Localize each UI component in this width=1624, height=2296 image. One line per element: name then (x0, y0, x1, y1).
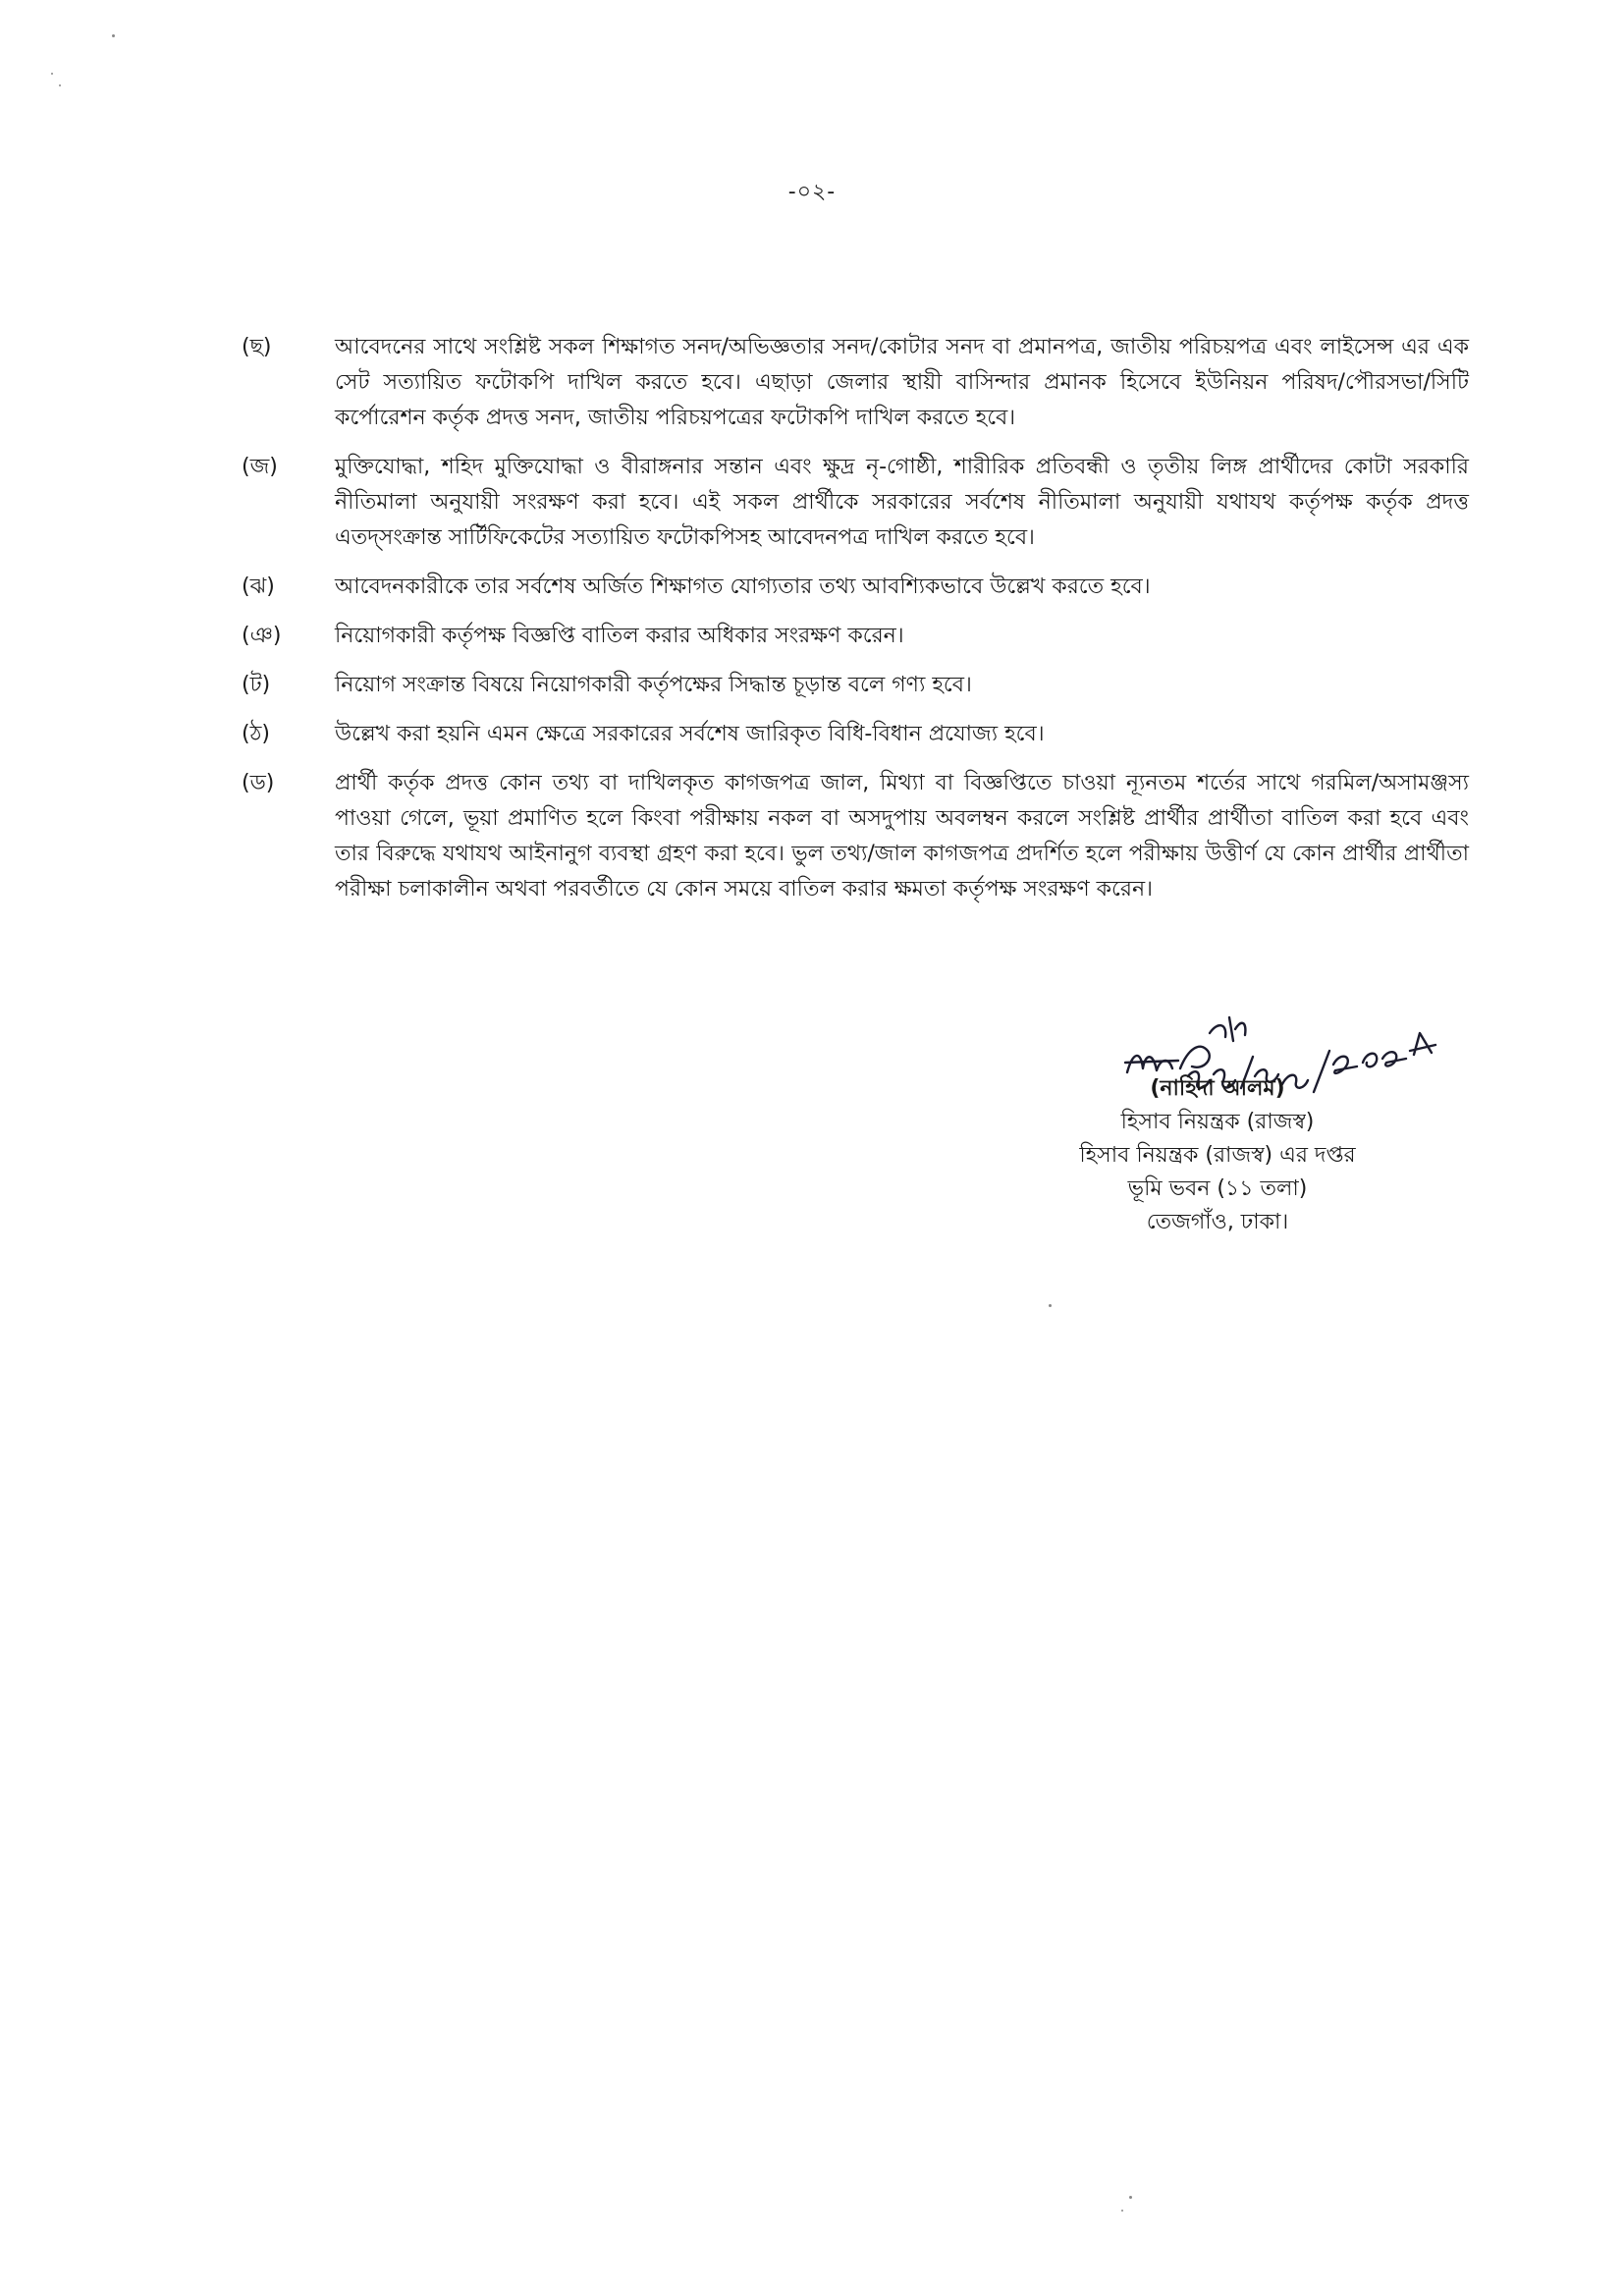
clause-text: নিয়োগ সংক্রান্ত বিষয়ে নিয়োগকারী কর্তৃপক্ষের সিদ্ধান্ত চূড়ান্ত বলে গণ্য হবে। (335, 673, 972, 697)
clause-marker: (ঠ) (242, 722, 270, 746)
clause-item (242, 570, 1469, 605)
clause-text: প্রার্থী কর্তৃক প্রদত্ত কোন তথ্য বা দাখিলকৃত কাগজপত্র জাল, মিথ্যা বা বিজ্ঞপ্তিতে চাওয়া ন্যূনতম শর্তের সাথে গরমিল/অসামঞ্জস্য পাওয়া গেলে, ভূয়া প্রমাণিত হলে কিংবা পরীক্ষায় নকল বা অসদুপায় অবলম্বন করলে সংশ্লিষ্ট প্রার্থীর প্রার্থীতা বাতিল করা হবে এবং তার বিরুদ্ধে যথাযথ আইনানুগ ব্যবস্থা গ্রহণ করা হবে। ভুল তথ্য/জাল কাগজপত্র প্রদর্শিত হলে পরীক্ষায় উত্তীর্ণ যে কোন প্রার্থীর প্রার্থীতা পরীক্ষা চলাকালীন অথবা পরবর্তীতে যে কোন সময়ে বাতিল করার ক্ষমতা কর্তৃপক্ষ সংরক্ষণ করেন। (335, 771, 1469, 902)
clause-item (242, 717, 1469, 752)
scan-speck (1121, 2210, 1123, 2212)
clause-text: আবেদনের সাথে সংশ্লিষ্ট সকল শিক্ষাগত সনদ/অভিজ্ঞতার সনদ/কোটার সনদ বা প্রমানপত্র, জাতীয় পরিচয়পত্র এবং লাইসেন্স এর এক সেট সত্যায়িত ফটোকপি দাখিল করতে হবে। এছাড়া জেলার স্থায়ী বাসিন্দার প্রমানক হিসেবে ইউনিয়ন পরিষদ/পৌরসভা/সিটি কর্পোরেশন কর্তৃক প্রদত্ত সনদ, জাতীয় পরিচয়পত্রের ফটোকপি দাখিল করতে হবে। (335, 335, 1469, 430)
scan-speck (51, 73, 53, 75)
clause-text: উল্লেখ করা হয়নি এমন ক্ষেত্রে সরকারের সর্বশেষ জারিকৃত বিধি-বিধান প্রযোজ্য হবে। (335, 722, 1045, 746)
clause-item (242, 330, 1469, 436)
page-number: -০২- (787, 180, 837, 204)
clause-text: আবেদনকারীকে তার সর্বশেষ অর্জিত শিক্ষাগত যোগ্যতার তথ্য আবশ্যিকভাবে উল্লেখ করতে হবে। (335, 574, 1151, 599)
scan-speck (59, 84, 61, 86)
clause-marker: (ঞ) (242, 624, 282, 648)
signatory-office: হিসাব নিয়ন্ত্রক (রাজস্ব) এর দপ্তর (1079, 1143, 1356, 1168)
scan-speck (1049, 1304, 1052, 1307)
clause-marker: (ঝ) (242, 574, 275, 599)
clause-list (242, 330, 1469, 921)
signatory-address: তেজগাঁও, ঢাকা। (1146, 1210, 1289, 1234)
signatory-title: হিসাব নিয়ন্ত্রক (রাজস্ব) (1120, 1110, 1315, 1134)
signatory-building: ভূমি ভবন (১১ তলা) (1127, 1176, 1308, 1201)
clause-marker: (ছ) (242, 335, 272, 359)
signatory-block (1011, 1072, 1424, 1239)
clause-marker: (ট) (242, 673, 271, 697)
clause-item (242, 766, 1469, 907)
scan-speck (1129, 2196, 1132, 2199)
clause-marker: (জ) (242, 455, 278, 479)
clause-text: নিয়োগকারী কর্তৃপক্ষ বিজ্ঞপ্তি বাতিল করার অধিকার সংরক্ষণ করেন। (335, 624, 904, 648)
scan-speck (112, 34, 115, 37)
clause-text: মুক্তিযোদ্ধা, শহিদ মুক্তিযোদ্ধা ও বীরাঙ্গনার সন্তান এবং ক্ষুদ্র নৃ-গোষ্ঠী, শারীরিক প্রতিবন্ধী ও তৃতীয় লিঙ্গ প্রার্থীদের কোটা সরকারি নীতিমালা অনুযায়ী সংরক্ষণ করা হবে। এই সকল প্রার্থীকে সরকারের সর্বশেষ নীতিমালা অনুযায়ী যথাযথ কর্তৃপক্ষ কর্তৃক প্রদত্ত এতদ্‌সংক্রান্ত সার্টিফিকেটের সত্যায়িত ফটোকপিসহ আবেদনপত্র দাখিল করতে হবে। (335, 455, 1469, 550)
signatory-name: (নাহিদা আলম) (1150, 1076, 1285, 1101)
clause-item (242, 450, 1469, 556)
clause-item (242, 668, 1469, 703)
clause-item (242, 619, 1469, 654)
clause-marker: (ড) (242, 771, 275, 795)
